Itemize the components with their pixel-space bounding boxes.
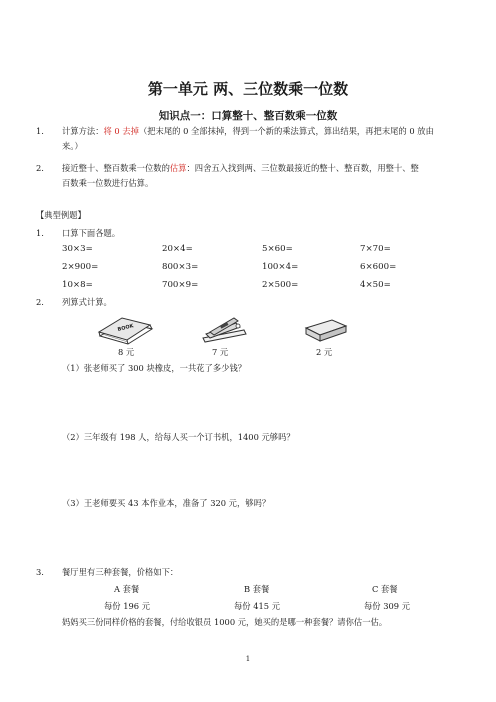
book-cover-word: BOOK (117, 323, 135, 333)
point-rest: ：四舍五入找到两、三位数最接近的整十、整百数，用整十、整 (186, 163, 419, 173)
book-icon (96, 312, 156, 346)
item-price: 8 元 (118, 347, 135, 357)
point-prefix: 计算方法： (62, 126, 104, 136)
point-prefix: 接近整十、整百数乘一位数的 (62, 163, 170, 173)
point-line (62, 125, 434, 137)
oral-calc-cell: 5×60= (262, 244, 293, 254)
point-rest: （把末尾的 0 全部抹掉，得到一个新的乘法算式，算出结果，再把末尾的 0 放由 (138, 126, 434, 136)
question-text: 口算下面各题。 (62, 228, 121, 238)
meal-price: 每份 415 元 (234, 601, 281, 611)
section-subtitle: 知识点一：口算整十、整百数乘一位数 (158, 110, 338, 122)
page-number: 1 (245, 655, 251, 663)
point-highlight: 估算 (169, 163, 187, 173)
question-text: 餐厅里有三种套餐，价格如下： (62, 567, 179, 577)
sub-question: （2）三年级有 198 人，给每人买一个订书机，1400 元够吗？ (62, 432, 295, 442)
meal-name: B 套餐 (244, 584, 270, 594)
question-text: 列算式计算。 (62, 297, 112, 307)
stapler-icon (200, 314, 248, 344)
oral-calc-cell: 700×9= (162, 280, 199, 290)
point-line-2: 百数乘一位数进行估算。 (62, 178, 154, 188)
oral-calc-cell: 2×500= (262, 280, 299, 290)
point-number: 1. (36, 126, 44, 136)
section-label: 【典型例题】 (36, 210, 86, 220)
meal-price: 每份 309 元 (364, 601, 411, 611)
oral-calc-cell: 30×3= (62, 244, 93, 254)
question-text: 妈妈买三份同样价格的套餐，付给收银员 1000 元，她买的是哪一种套餐？请你估一估。 (62, 617, 388, 627)
point-line-2: 来。） (62, 141, 83, 151)
sub-question: （3）王老师要买 43 本作业本，准备了 320 元，够吗？ (62, 498, 271, 508)
question-number: 3. (36, 567, 44, 577)
oral-calc-cell: 20×4= (162, 244, 193, 254)
oral-calc-cell: 6×600= (360, 262, 397, 272)
oral-calc-cell: 7×70= (360, 244, 391, 254)
meal-name: C 套餐 (372, 584, 398, 594)
question-number: 1. (36, 228, 44, 238)
oral-calc-cell: 100×4= (262, 262, 299, 272)
point-number: 2. (36, 163, 44, 173)
oral-calc-cell: 10×8= (62, 280, 93, 290)
meal-price: 每份 196 元 (104, 601, 151, 611)
oral-calc-cell: 800×3= (162, 262, 199, 272)
item-price: 2 元 (316, 347, 333, 357)
point-highlight: 将 0 去掉 (103, 126, 139, 136)
eraser-icon (302, 314, 350, 344)
item-price: 7 元 (212, 347, 229, 357)
page-title: 第一单元 两、三位数乘一位数 (147, 80, 349, 98)
oral-calc-cell: 4×50= (360, 280, 391, 290)
point-line (62, 162, 419, 174)
sub-question: （1）张老师买了 300 块橡皮，一共花了多少钱？ (62, 363, 247, 373)
question-number: 2. (36, 297, 44, 307)
meal-name: A 套餐 (114, 584, 140, 594)
oral-calc-cell: 2×900= (62, 262, 99, 272)
